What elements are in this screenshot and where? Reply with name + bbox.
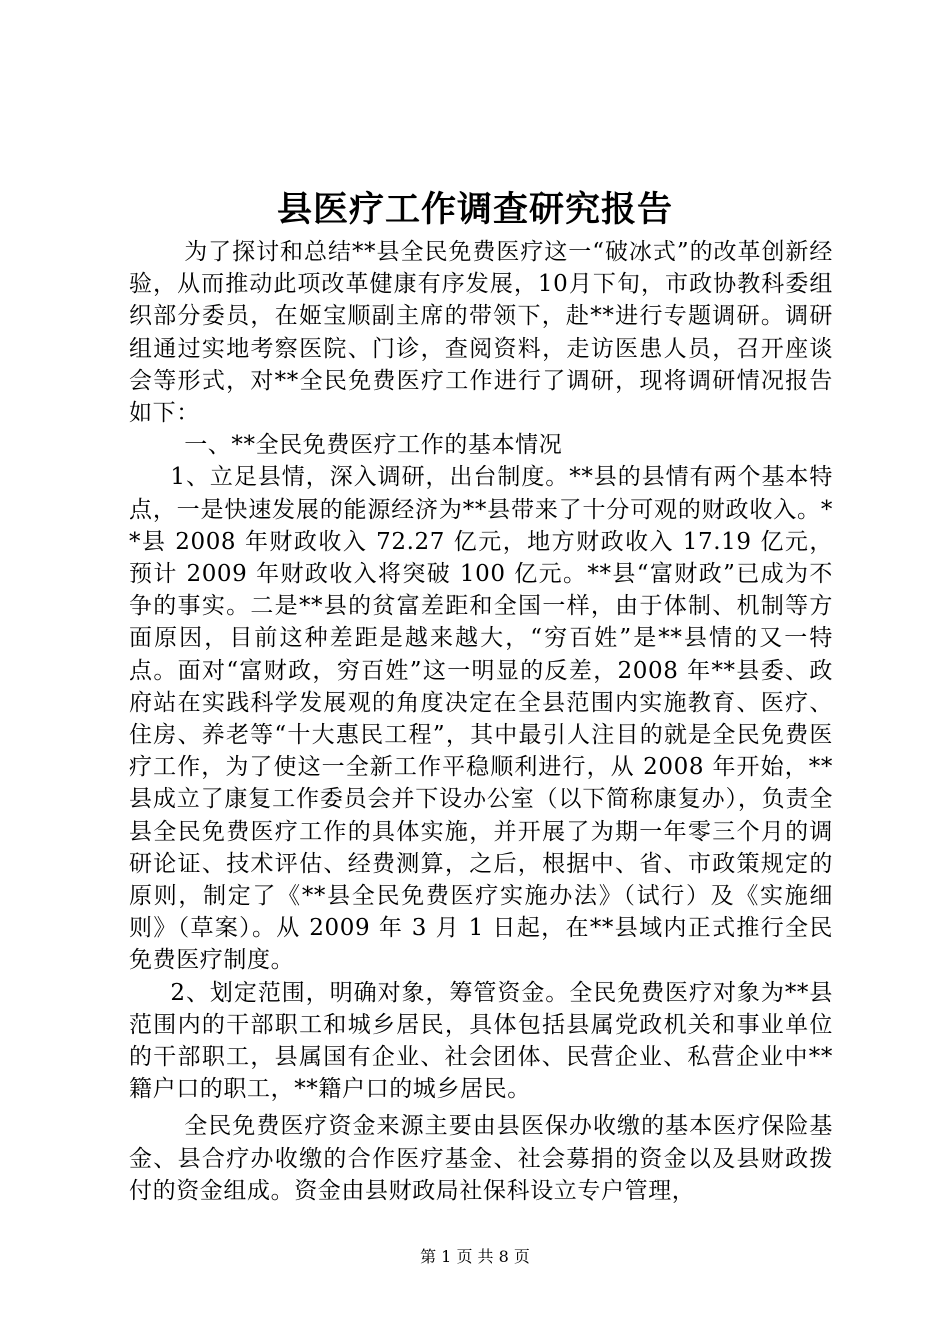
intro-paragraph: 为了探讨和总结**县全民免费医疗这一“破冰式”的改革创新经验，从而推动此项改革健康有序发展，10月下旬，市政协教科委组织部分委员，在姬宝顺副主席的带领下，赴**进行专题调研。调研组通过实地考察医院、门诊，查阅资料，走访医患人员，召开座谈会等形式，对**全民免费医疗工作进行了调研，现将调研情况报告如下：: [129, 239, 833, 427]
page-footer: 第 1 页 共 8 页: [420, 1247, 530, 1266]
section-heading: 一、**全民免费医疗工作的基本情况: [184, 432, 563, 459]
paragraph-item-1: 1、立足县情，深入调研，出台制度。**县的县情有两个基本特点，一是快速发展的能源经济为**县带来了十分可观的财政收入。**县 2008 年财政收入 72.27 亿元，地方财政收入 17.19 亿元，预计 2009 年财政收入将突破 100 亿元。**县“富财政”已成为不争的事实。二是**县的贫富差距和全国一样，由于体制、机制等方面原因，目前这种差距是越来越大，“穷百姓”是**县情的又一特点。面对“富财政，穷百姓”这一明显的反差，2008 年**县委、政府站在实践科学发展观的角度决定在全县范围内实施教育、医疗、住房、养老等“十大惠民工程”，其中最引人注目的就是全民免费医疗工作，为了使这一全新工作平稳顺利进行，从 2008 年开始，**县成立了康复工作委员会并下设办公室（以下简称康复办），负责全县全民免费医疗工作的具体实施，并开展了为期一年零三个月的调研论证、技术评估、经费测算，之后，根据中、省、市政策规定的原则，制定了《**县全民免费医疗实施办法》（试行）及《实施细则》（草案）。从 2009 年 3 月 1 日起，在**县域内正式推行全民免费医疗制度。: [129, 464, 833, 974]
document-title: 县医疗工作调查研究报告: [276, 189, 673, 230]
document-body: [129, 236, 833, 1207]
paragraph-funding: 全民免费医疗资金来源主要由县医保办收缴的基本医疗保险基金、县合疗办收缴的合作医疗基金、社会募捐的资金以及县财政拨付的资金组成。资金由县财政局社保科设立专户管理，: [129, 1113, 833, 1204]
paragraph-item-2: 2、划定范围，明确对象，筹管资金。全民免费医疗对象为**县范围内的干部职工和城乡居民，具体包括县属党政机关和事业单位的干部职工，县属国有企业、社会团体、民营企业、私营企业中**籍户口的职工，**籍户口的城乡居民。: [129, 979, 833, 1103]
